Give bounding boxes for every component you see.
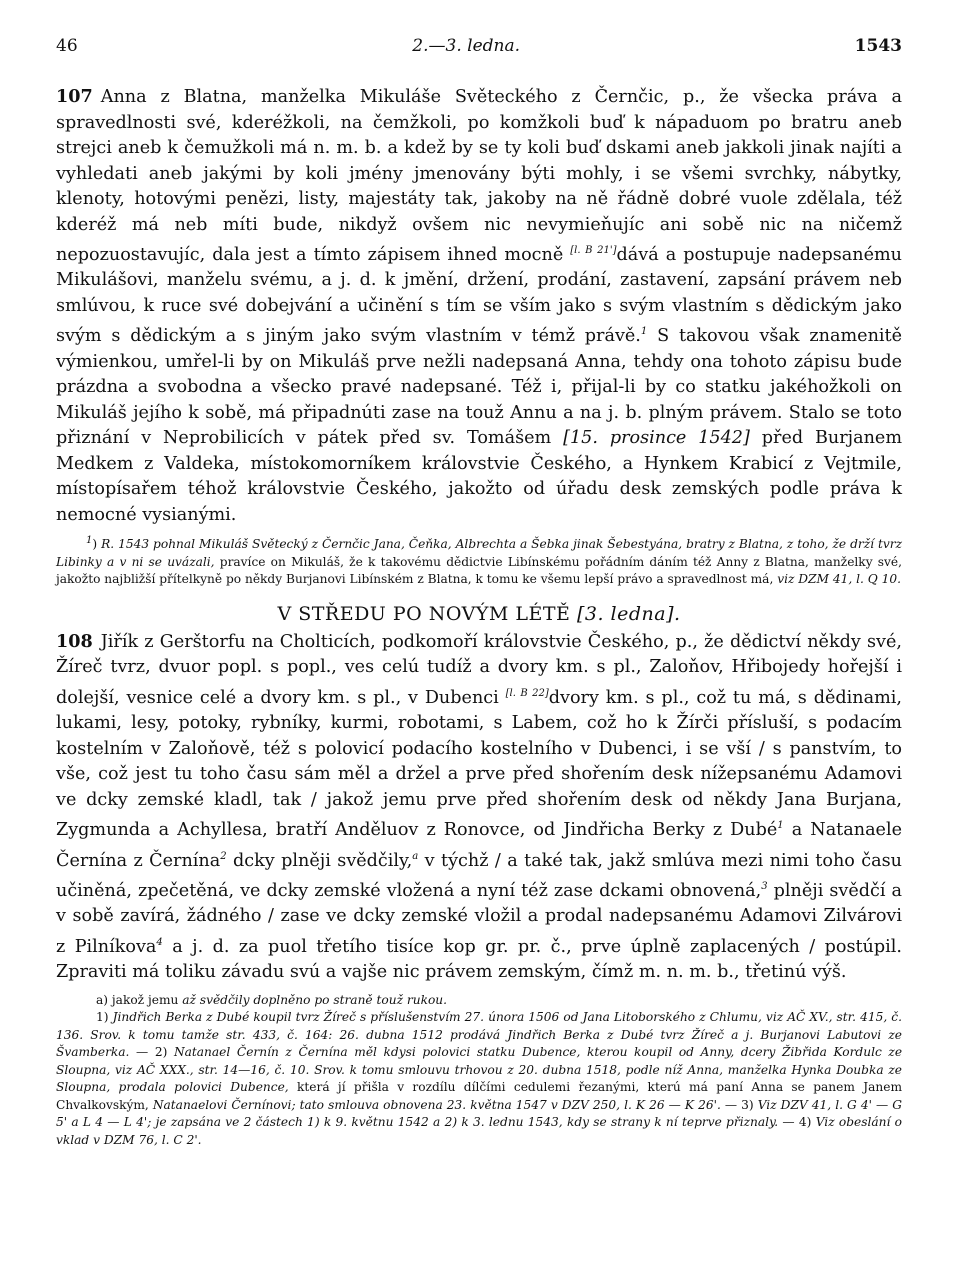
footnote-label: 3) bbox=[741, 1097, 754, 1112]
footnote-a bbox=[56, 992, 902, 1010]
footnote-text: Viz DZV 41, l. G 4' — G 5' a L 4 — L 4'; je zapsána ve 2 částech 1) k 9. květnu 1542 a 2) k 3. lednu 1543, kdy se strany k ní teprve přiznaly. — bbox=[56, 1097, 902, 1130]
footnote-label: a) bbox=[96, 992, 109, 1007]
page-header bbox=[56, 36, 902, 62]
footnote-marker: 1 bbox=[640, 326, 648, 338]
page-number: 46 bbox=[56, 36, 78, 56]
entry-text: a j. d. za puol třetího tisíce kop gr. pr. č., prve úplně zaplacených / postúpil. Zpraviti má toliku závadu svú a vajše nic právem zemským, čímž m. n. m. b., třetinú výš. bbox=[56, 936, 902, 983]
year: 1543 bbox=[854, 36, 902, 56]
entry-number: 108 bbox=[56, 630, 93, 652]
entry-text: a Natanaele Černína z Černína bbox=[56, 820, 903, 871]
entry-text: v týchž / a také tak, jakž smlúva mezi nimi toho času učiněná, zpečetěná, ve dcky zemské vložená a nyní též zase dckami obnovená, bbox=[56, 850, 903, 901]
section-heading bbox=[56, 603, 902, 625]
entry-text: dcky plněji svědčily, bbox=[233, 850, 413, 871]
footnote-marker: 3 bbox=[761, 880, 768, 892]
section-heading-date: [3. ledna]. bbox=[576, 602, 681, 625]
footnote-text: která jí přišla v rozdílu dílčími cedulemi řezanými, kterú má paní Anna se panem Janem Chvalkovským, bbox=[56, 1080, 902, 1112]
footnote-marker: a bbox=[412, 850, 419, 862]
footnote-text: Viz obeslání o vklad v DZM 76, l. C 2'. bbox=[56, 1115, 903, 1147]
footnote-marker: 1 bbox=[86, 535, 93, 547]
footnote-text: Jindřich Berka z Dubé koupil tvrz Žíreč s příslušenstvím 27. února 1506 od Jana Litoborského z Chlumu, viz AČ XV., str. 415, č. 136. Srov. k tomu tamže str. 433, č. 164: 26. dubna 1512 prodává Jindřich Berka z Dubé tvrz Žíreč a j. Burjanovi Labutovi ze Švamberka. — bbox=[56, 1010, 902, 1060]
section-heading-text: V STŘEDU PO NOVÝM LÉTĚ bbox=[277, 602, 571, 625]
footnote-label: 2) bbox=[154, 1045, 168, 1060]
entry-text: dává a postupuje nadepsanému Mikulášovi, manželu svému, a j. d. k jmění, držení, prodání, zastavení, zapsání právem neb smlúvou, k ruce své dobejvání a učinění s tím se vším jako s svým vlastním s dědickým jako svým s dědickým a s jiným jako svým vlastním v témž právě. bbox=[56, 244, 902, 347]
entry-text: Jiřík z Gerštorfu na Cholticích, podkomoří královstvie Českého, p., že dědictví někdy své, Žíreč tvrz, dvuor popl. s popl., ves celú tudíž a dvory km. s pl., Zaloňov, Hřibojedy hořejší i dolejší, vesnice celé a dvory km. s pl., v Dubenci bbox=[56, 631, 902, 708]
entry-text: S takovou však znamenitě výmienkou, umřel-li by on Mikuláš prve nežli nadepsaná Anna, tehdy ona tohoto zápisu bude prázdna a svobodna a všecko pravé nadepsané. Též i, přijal-li by co statku jakéhožkoli on Mikuláš jejího k sobě, má připadnúti zase na touž Annu a na j. b. plným právem. Stalo se toto přiznání v Neprobilicích v pátek před sv. Tomášem bbox=[56, 326, 903, 449]
folio-reference: [l. B 22] bbox=[505, 687, 549, 699]
entry-text: plněji svědčí a v sobě zavírá, žádného / zase ve dcky zemské vložil a prodal nadepsanému Adamovi Zilvárovi z Pilníkova bbox=[56, 880, 903, 957]
footnote-text: pravíce on Mikuláš, že k takovému dědictvie Libínskému pořádním dáním též Anny z Blatna, manželky své, jakožto najbližší přítelkyně po někdy Burjanovi Libínském z Blatna, k tomu ke všemu lepší právo a spravedlnost má, bbox=[56, 554, 903, 587]
footnote-text: viz DZM 41, l. Q 10. bbox=[777, 572, 902, 587]
footnote-label: 4) bbox=[798, 1115, 812, 1130]
footnote-107: $^1$) R. 1543 pohnal Mikuláš Světecký z Černčic Jana, Čeňka, Albrechta a Šebka jinak Šebestyána, bratry z Blatna, z toho, že drží tvrz Libinky a v ni se uvázali, pravíce on Mikuláš, že k takovému dědictvie Libínskému pořádním dáním též Anny z Blatna, manželky své, jakožto najbližší přítelkyně po někdy Burjanovi Libínském z Blatna, k tomu ke všemu lepší právo a spravedlnost má, viz DZM 41, l. Q 10. bbox=[56, 535, 903, 587]
entry-text: Anna z Blatna, manželka Mikuláše Světeckého z Černčic, p., že všecka práva a spravedlnosti své, kderéžkoli, na čemžkoli, po komžkoli buď k nápaduom po bratru aneb strejci aneb k čemužkoli má n. m. b. a kdež by se ty koli buď dskami aneb jakkoli jinak najíti a vyhledati aneb jakými by koli jmény jmenovány býti mohly, i se všemi svrchky, nábytky, klenoty, hotovými penězi, listy, majestáty tak, jakoby na ně řádně dobré vuole zdělala, též kderéž má neb míti bude, nikdyž ovšem nic nevymieňujíc ani sobě nic na ničemž nepozuostavujíc, dala jest a tímto zápisem ihned mocně bbox=[56, 87, 902, 265]
entry-number: 107 bbox=[56, 86, 93, 107]
footnotes-108 bbox=[56, 992, 902, 1150]
folio-reference: [l. B 21'] bbox=[570, 245, 617, 256]
footnote-text: doplněno po straně touž rukou. bbox=[253, 992, 448, 1007]
date-note: [15. prosince 1542] bbox=[563, 428, 750, 449]
entry-text: dvory km. s pl., což tu má, s dědinami, lukami, lesy, potoky, rybníky, kurmi, robotami, s Labem, což ho k Žírči přísluší, s podacím kostelním v Zaloňově, též s polovicí podacího kostelního v Dubenci, i se vší / s panstvím, to vše, což jest tu toho času sám měl a držel a prve před shořením desk nížepsanému Adamovi ve dcky zemské kladl, tak / jakož jemu prve před shořením desk od někdy Jana Burjana, Zygmunda a Achyllesa, bratří Anděluov z Ronovce, od Jindřicha Berky z Dubé bbox=[56, 687, 902, 840]
entry-108 bbox=[56, 629, 902, 986]
entry-text: před Burjanem Medkem z Valdeka, místokomorníkem královstvie Českého, a Hynkem Krabicí z Vejtmile, místopísařem téhož královstvie Českého, jakožto od úřadu desk zemských podle práva k nemocné vysianými. bbox=[56, 428, 903, 525]
footnote-1 bbox=[56, 1009, 902, 1149]
footnote-marker: 1 bbox=[777, 820, 784, 832]
footnote-text: Natanael Černín z Černína měl kdysi polovici statku Dubence, kterou koupil od Anny, dcery Žibřida Kordulc ze Sloupna, viz AČ XXX., str. 14—16, č. 10. Srov. k tomu smlouvu trhovou z 20. dubna 1518, podle níž Anna, manželka Hynka Doubka ze Sloupna, prodala polovici Dubence, bbox=[56, 1045, 903, 1095]
footnote-text: až svědčily bbox=[182, 992, 250, 1007]
running-date: 2.—3. ledna. bbox=[412, 36, 521, 56]
footnote-marker: 4 bbox=[156, 936, 163, 948]
footnote-text: Natanaelovi Černínovi; tato smlouva obnovena 23. května 1547 v DZV 250, l. K 26 — K 26'. — bbox=[152, 1097, 738, 1112]
entry-107 bbox=[56, 84, 902, 528]
footnote-marker: 2 bbox=[220, 850, 227, 862]
document-page bbox=[56, 36, 902, 1149]
footnote-label: 1) bbox=[96, 1010, 109, 1025]
footnote-text: R. 1543 pohnal Mikuláš Světecký z Černčic Jana, Čeňka, Albrechta a Šebka jinak Šebestyána, bratry z Blatna, z toho, že drží tvrz Libinky a v ni se uvázali, bbox=[56, 537, 902, 569]
footnote-text: jakož jemu bbox=[111, 992, 179, 1007]
